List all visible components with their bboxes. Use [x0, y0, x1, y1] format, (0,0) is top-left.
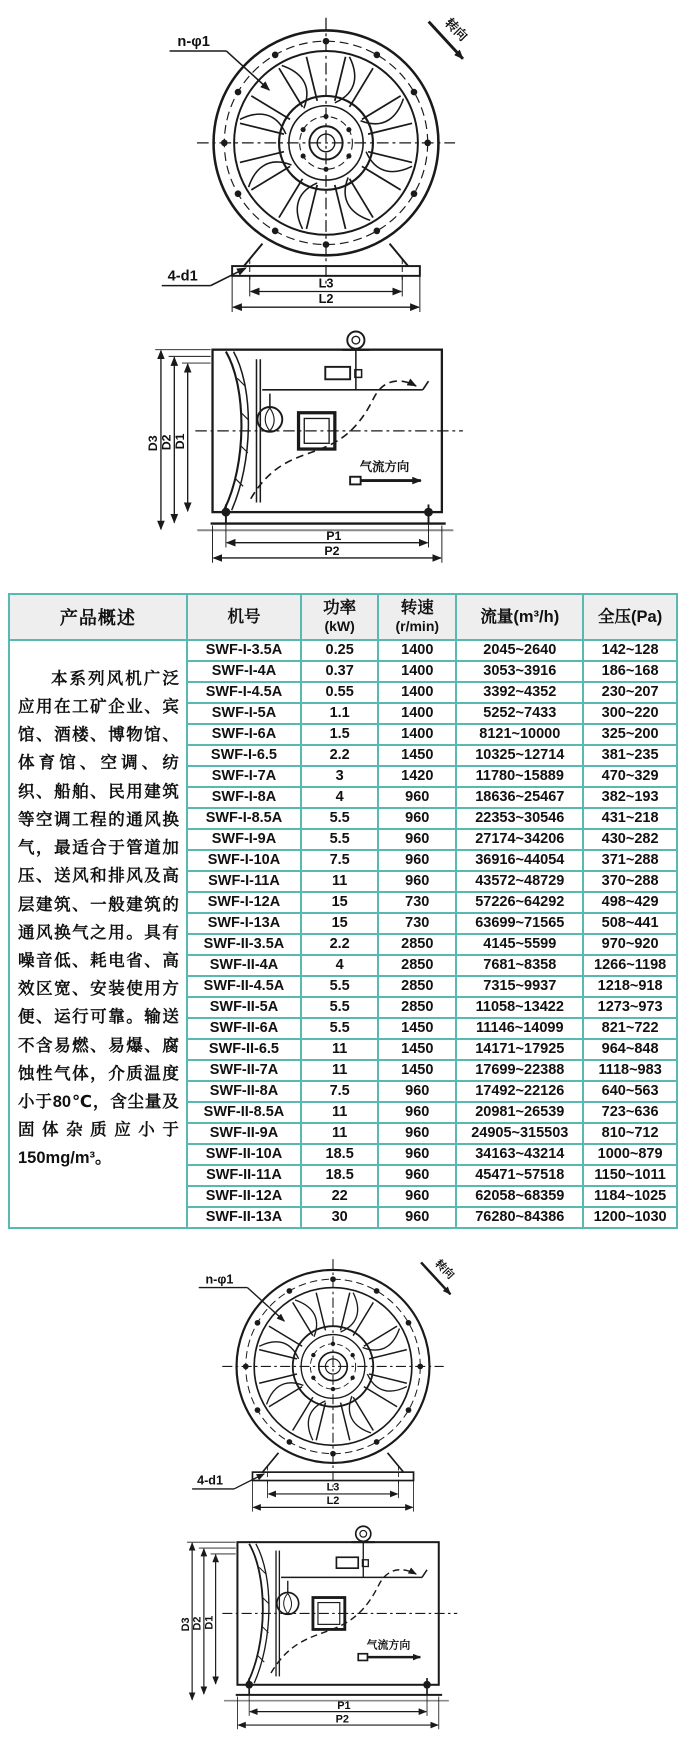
table-cell: 325~200: [582, 725, 676, 744]
table-cell: 142~128: [582, 641, 676, 660]
table-cell: SWF-I-6.5: [210, 747, 277, 764]
table-cell: 960: [377, 788, 455, 807]
table-cell: 30: [300, 1208, 377, 1227]
table-cell: 821~722: [582, 1019, 676, 1038]
product-overview-column: [10, 595, 188, 1227]
table-row: [188, 996, 676, 1017]
table-row: [188, 1143, 676, 1164]
table-cell: 371~288: [582, 851, 676, 870]
table-cell: 723~636: [582, 1103, 676, 1122]
table-cell: SWF-I-9A: [211, 831, 277, 848]
table-row: [188, 870, 676, 891]
base-holes-label: 4-d1: [197, 1473, 223, 1488]
dimension-d1: [203, 1554, 235, 1684]
table-cell: 15: [300, 914, 377, 933]
airflow-label: 气流方向: [366, 1640, 411, 1653]
table-cell: 640~563: [582, 1082, 676, 1101]
table-cell: 22: [300, 1187, 377, 1206]
table-cell: SWF-I-10A: [207, 852, 281, 869]
spec-table: [8, 593, 678, 1229]
table-cell: 810~712: [582, 1124, 676, 1143]
table-cell: 498~429: [582, 893, 676, 912]
table-cell: 11780~15889: [455, 767, 582, 786]
column-header-model: 机号: [227, 607, 261, 626]
table-cell: 1266~1198: [582, 956, 676, 975]
table-cell: 7315~9937: [455, 977, 582, 996]
table-cell: 7.5: [300, 1082, 377, 1101]
table-row: [188, 975, 676, 996]
table-row: [188, 744, 676, 765]
table-cell: SWF-I-5A: [211, 705, 277, 722]
table-cell: 1400: [377, 704, 455, 723]
table-cell: 508~441: [582, 914, 676, 933]
rotation-direction-callout: [421, 1256, 458, 1294]
table-row: [188, 660, 676, 681]
table-cell: 20981~26539: [455, 1103, 582, 1122]
table-cell: 43572~48729: [455, 872, 582, 891]
table-cell: 960: [377, 1208, 455, 1227]
table-row: [188, 1164, 676, 1185]
table-cell: SWF-I-8.5A: [205, 810, 283, 827]
table-cell: 964~848: [582, 1040, 676, 1059]
table-cell: SWF-II-6.5: [208, 1041, 279, 1058]
table-cell: 0.37: [300, 662, 377, 681]
fan-front-view-drawing-small: [182, 1249, 484, 1517]
table-cell: 1.1: [300, 704, 377, 723]
dim-l3-label: L3: [326, 1481, 340, 1494]
table-cell: 63699~71565: [455, 914, 582, 933]
table-cell: 2850: [377, 956, 455, 975]
overview-header-cell: 产品概述: [10, 595, 186, 641]
fan-side-view-svg: [138, 321, 482, 579]
spec-table-body: [188, 641, 676, 1227]
table-cell: 11146~14099: [455, 1019, 582, 1038]
dim-p1-label: P1: [326, 528, 342, 543]
table-row: [188, 1206, 676, 1227]
dim-p1-label: P1: [337, 1700, 351, 1713]
table-cell: 382~193: [582, 788, 676, 807]
table-cell: 960: [377, 1103, 455, 1122]
airflow-callout: [350, 459, 421, 484]
table-cell: 1150~1011: [582, 1166, 676, 1185]
table-cell: 5.5: [300, 830, 377, 849]
table-cell: 17492~22126: [455, 1082, 582, 1101]
table-cell: 1450: [377, 1019, 455, 1038]
table-cell: 0.55: [300, 683, 377, 702]
table-cell: SWF-I-12A: [207, 894, 281, 911]
table-cell: 5.5: [300, 977, 377, 996]
table-cell: 4: [300, 956, 377, 975]
table-row: [188, 954, 676, 975]
table-cell: 8121~10000: [455, 725, 582, 744]
bolt-holes-callout: [199, 1272, 285, 1321]
table-cell: 18636~25467: [455, 788, 582, 807]
table-row: [188, 1017, 676, 1038]
table-cell: 0.25: [300, 641, 377, 660]
table-cell: 11: [300, 1103, 377, 1122]
table-cell: 960: [377, 1166, 455, 1185]
motor-mount: [342, 331, 369, 389]
table-cell: 1450: [377, 746, 455, 765]
table-cell: 300~220: [582, 704, 676, 723]
table-cell: 960: [377, 872, 455, 891]
dimension-d1: [173, 363, 211, 511]
table-cell: 430~282: [582, 830, 676, 849]
table-cell: 2850: [377, 935, 455, 954]
table-cell: SWF-II-8.5A: [203, 1104, 285, 1121]
dim-d1-label: D1: [203, 1616, 216, 1630]
table-cell: 1400: [377, 683, 455, 702]
table-cell: 1400: [377, 662, 455, 681]
dim-l2-label: L2: [318, 291, 334, 307]
table-cell: 1273~973: [582, 998, 676, 1017]
overview-description-text: 本系列风机广泛应用在工矿企业、宾馆、酒楼、博物馆、体育馆、空调、纺织、船舶、民用建筑等空调工程的通风换气，最适合于管道加压、送风和排风及高层建筑、一般建筑的通风换气之用。具有噪音低、耗电省、高效区宽、安装使用方便、运行可靠。输送不含易燃、易爆、腐蚀性气体，介质温度小于80℃，含尘量及固体杂质应小于150mg/m³。: [18, 669, 179, 1168]
table-cell: 11: [300, 1124, 377, 1143]
fan-feet: [224, 1678, 449, 1701]
access-box: [299, 413, 335, 449]
table-cell: 186~168: [582, 662, 676, 681]
motor-mount: [352, 1527, 375, 1578]
table-row: [188, 1059, 676, 1080]
table-cell: SWF-I-4A: [211, 663, 277, 680]
table-cell: SWF-I-6A: [211, 726, 277, 743]
table-cell: 18.5: [300, 1145, 377, 1164]
table-cell: 370~288: [582, 872, 676, 891]
table-cell: 5252~7433: [455, 704, 582, 723]
column-header-pressure: 全压(Pa): [582, 595, 676, 639]
table-cell: 470~329: [582, 767, 676, 786]
rotation-direction-callout: [429, 15, 471, 59]
table-cell: 22353~30546: [455, 809, 582, 828]
table-cell: SWF-I-11A: [208, 873, 280, 890]
table-cell: 57226~64292: [455, 893, 582, 912]
table-cell: 2.2: [300, 746, 377, 765]
table-cell: 11: [300, 1061, 377, 1080]
table-cell: 2045~2640: [455, 641, 582, 660]
table-cell: 10325~12714: [455, 746, 582, 765]
table-row: [188, 849, 676, 870]
bolt-holes-callout: [170, 34, 270, 90]
table-cell: 5.5: [300, 809, 377, 828]
column-header-flow: 流量(m³/h): [455, 595, 582, 639]
table-cell: SWF-I-7A: [211, 768, 277, 785]
table-cell: 36916~44054: [455, 851, 582, 870]
table-cell: 62058~68359: [455, 1187, 582, 1206]
table-cell: 1450: [377, 1040, 455, 1059]
table-cell: SWF-II-12A: [205, 1188, 283, 1205]
table-cell: SWF-II-9A: [209, 1125, 279, 1142]
table-cell: 970~920: [582, 935, 676, 954]
table-cell: 2850: [377, 998, 455, 1017]
table-cell: SWF-I-13A: [207, 915, 281, 932]
table-cell: SWF-II-7A: [209, 1062, 279, 1079]
table-cell: 15: [300, 893, 377, 912]
dim-d2-label: D2: [191, 1616, 204, 1631]
table-cell: 730: [377, 893, 455, 912]
table-cell: 1184~1025: [582, 1187, 676, 1206]
table-cell: 3053~3916: [455, 662, 582, 681]
table-cell: 7681~8358: [455, 956, 582, 975]
table-row: [188, 1185, 676, 1206]
table-cell: 2850: [377, 977, 455, 996]
table-cell: 3392~4352: [455, 683, 582, 702]
table-cell: 11: [300, 872, 377, 891]
table-row: [188, 723, 676, 744]
table-row: [188, 828, 676, 849]
table-cell: 14171~17925: [455, 1040, 582, 1059]
dim-l2-label: L2: [326, 1494, 340, 1507]
table-cell: 34163~43214: [455, 1145, 582, 1164]
table-cell: 1400: [377, 641, 455, 660]
spec-table-header-row: [188, 595, 676, 641]
table-cell: 1450: [377, 1061, 455, 1080]
fan-feet: [197, 504, 453, 530]
table-cell: SWF-II-4.5A: [203, 978, 285, 995]
table-cell: SWF-I-8A: [211, 789, 277, 806]
bolt-holes-label: n-φ1: [205, 1272, 234, 1287]
table-cell: 11058~13422: [455, 998, 582, 1017]
table-cell: 960: [377, 809, 455, 828]
dim-p2-label: P2: [335, 1713, 349, 1726]
fan-side-view-drawing: [138, 321, 482, 579]
table-cell: SWF-I-4.5A: [205, 684, 283, 701]
table-row: [188, 933, 676, 954]
fan-side-view-svg: [172, 1517, 474, 1744]
fan-front-view-svg: [182, 1249, 484, 1517]
dim-d1-label: D1: [172, 433, 187, 450]
column-header-power: 功率 (kW): [300, 595, 377, 639]
table-cell: SWF-II-13A: [205, 1209, 283, 1226]
table-cell: 27174~34206: [455, 830, 582, 849]
table-cell: 17699~22388: [455, 1061, 582, 1080]
rotation-direction-label: 转向: [432, 1257, 457, 1282]
table-cell: 960: [377, 851, 455, 870]
rotation-direction-label: 转向: [442, 15, 471, 44]
table-cell: 24905~315503: [455, 1124, 582, 1143]
table-cell: 960: [377, 1145, 455, 1164]
overview-description-cell: [10, 641, 186, 1227]
dim-d2-label: D2: [159, 434, 174, 451]
table-cell: 4: [300, 788, 377, 807]
table-row: [188, 681, 676, 702]
table-cell: SWF-II-3.5A: [203, 936, 285, 953]
table-row: [188, 702, 676, 723]
table-cell: 960: [377, 1187, 455, 1206]
table-cell: 1200~1030: [582, 1208, 676, 1227]
table-cell: 960: [377, 1082, 455, 1101]
bolt-holes-label: n-φ1: [177, 34, 210, 51]
table-cell: SWF-II-5A: [209, 999, 279, 1016]
fan-front-view-svg: [150, 6, 502, 319]
table-cell: SWF-II-8A: [209, 1083, 279, 1100]
table-cell: 960: [377, 1124, 455, 1143]
table-row: [188, 786, 676, 807]
table-cell: 230~207: [582, 683, 676, 702]
table-cell: 76280~84386: [455, 1208, 582, 1227]
spec-data-column: [188, 595, 676, 1227]
table-cell: 5.5: [300, 1019, 377, 1038]
table-cell: 1.5: [300, 725, 377, 744]
dim-d3-label: D3: [179, 1617, 192, 1632]
dim-l3-label: L3: [318, 275, 334, 291]
table-cell: SWF-II-11A: [206, 1167, 282, 1184]
table-cell: 7.5: [300, 851, 377, 870]
fan-front-view-drawing: [150, 6, 502, 319]
table-cell: 1000~879: [582, 1145, 676, 1164]
airflow-label: 气流方向: [359, 459, 410, 474]
table-cell: 1400: [377, 725, 455, 744]
table-row: [188, 1122, 676, 1143]
table-cell: SWF-II-4A: [209, 957, 279, 974]
table-cell: 2.2: [300, 935, 377, 954]
dim-d3-label: D3: [146, 435, 161, 452]
table-cell: SWF-II-6A: [209, 1020, 279, 1037]
table-row: [188, 1101, 676, 1122]
table-row: [188, 1080, 676, 1101]
table-cell: 5.5: [300, 998, 377, 1017]
table-cell: 4145~5599: [455, 935, 582, 954]
table-cell: 431~218: [582, 809, 676, 828]
table-row: [188, 765, 676, 786]
table-row: [188, 1038, 676, 1059]
table-cell: 381~235: [582, 746, 676, 765]
table-cell: 45471~57518: [455, 1166, 582, 1185]
table-cell: 3: [300, 767, 377, 786]
base-holes-label: 4-d1: [167, 268, 198, 285]
fan-side-view-drawing-small: [172, 1517, 474, 1744]
dim-p2-label: P2: [324, 543, 340, 558]
table-cell: SWF-II-10A: [205, 1146, 283, 1163]
table-cell: 1118~983: [582, 1061, 676, 1080]
table-cell: 18.5: [300, 1166, 377, 1185]
table-cell: 730: [377, 914, 455, 933]
table-row: [188, 912, 676, 933]
table-cell: 1218~918: [582, 977, 676, 996]
table-cell: 11: [300, 1040, 377, 1059]
column-header-speed: 转速 (r/min): [377, 595, 455, 639]
table-cell: 960: [377, 830, 455, 849]
table-cell: 1420: [377, 767, 455, 786]
table-cell: SWF-I-3.5A: [205, 642, 283, 659]
table-row: [188, 807, 676, 828]
table-row: [188, 891, 676, 912]
airflow-callout: [358, 1638, 420, 1661]
table-row: [188, 641, 676, 660]
